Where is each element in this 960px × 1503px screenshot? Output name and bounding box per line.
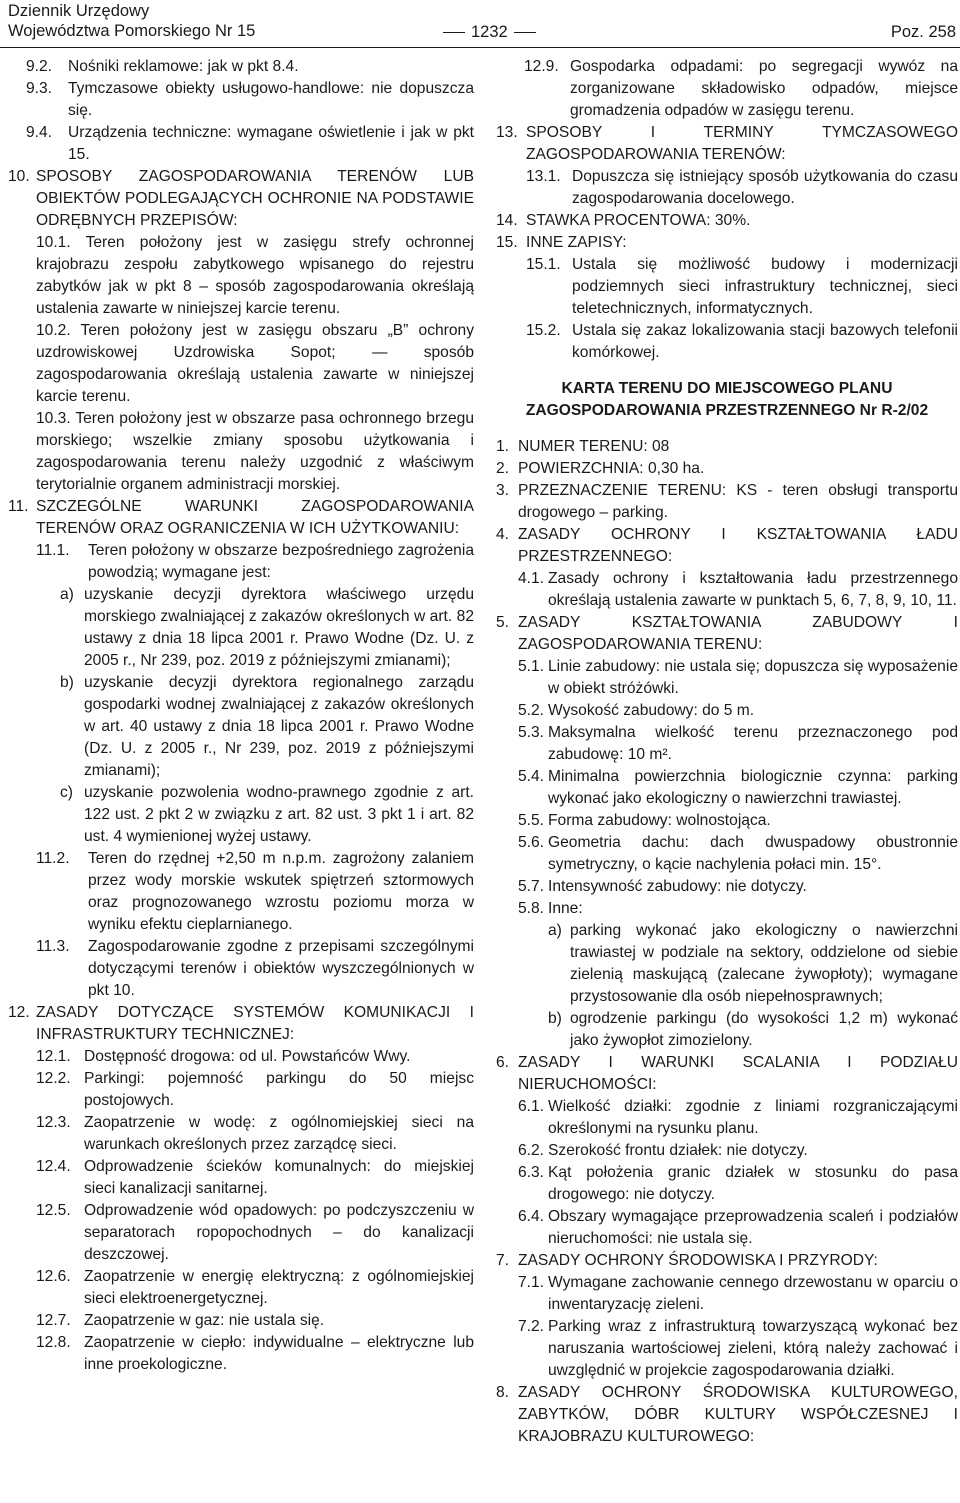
item-number: 4. xyxy=(496,526,510,543)
item-text: SPOSOBY ZAGOSPODAROWANIA TERENÓW LUB OBIEKTÓW PODLEGAJĄCYCH OCHRONIE NA PODSTAWIE ODRĘBNYCH PRZEPISÓW: xyxy=(36,168,474,229)
item-number: 9.4. xyxy=(26,124,53,141)
item-text: Teren położony w obszarze bezpośredniego zagrożenia powodzią; wymagane jest: xyxy=(88,542,474,581)
item-text: Dostępność drogowa: od ul. Powstańców Wwy. xyxy=(84,1048,411,1065)
item-text: Inne: xyxy=(548,900,583,917)
item-text: Parkingi: pojemność parkingu do 50 miejsc postojowych. xyxy=(84,1070,474,1109)
paragraph xyxy=(496,232,958,254)
publisher-line-1: Dziennik Urzędowy xyxy=(8,2,150,20)
item-number: 10.2. xyxy=(36,322,71,339)
spacer xyxy=(496,422,958,436)
item-number: 8. xyxy=(496,1384,510,1401)
page-header-publisher xyxy=(8,1,255,41)
paragraph xyxy=(496,458,958,480)
paragraph xyxy=(36,848,474,936)
item-text: ZASADY OCHRONY ŚRODOWISKA I PRZYRODY: xyxy=(518,1252,878,1269)
item-text: Obszary wymagające przeprowadzenia scaleń i podziałów nieruchomości: nie ustala się. xyxy=(548,1208,958,1247)
item-number: a) xyxy=(60,586,74,603)
paragraph xyxy=(60,672,474,782)
item-number: 10. xyxy=(8,168,30,185)
card-title: KARTA TERENU DO MIEJSCOWEGO PLANU ZAGOSPODAROWANIA PRZESTRZENNEGO Nr R-2/02 xyxy=(525,380,929,419)
item-number: 10.3. xyxy=(36,410,71,427)
item-number: 12. xyxy=(8,1004,30,1021)
paragraph xyxy=(524,56,958,122)
item-text: parking wykonać jako ekologiczny o nawierzchni trawiastej w podziale na sektory, oddzielone od siebie zielenią maskującą (zalecane żywopłoty); wymagane przystosowanie dla osób niepełnosprawnych; xyxy=(570,922,958,1005)
paragraph xyxy=(496,524,958,568)
item-text: SZCZEGÓLNE WARUNKI ZAGOSPODAROWANIA TERENÓW ORAZ OGRANICZENIA W ICH UŻYTKOWANIU: xyxy=(36,498,474,537)
left-column xyxy=(8,56,474,1376)
paragraph xyxy=(36,1112,474,1156)
item-text: Zaopatrzenie w wodę: z ogólnomiejskiej sieci na warunkach określonych przez zarządcę sieci. xyxy=(84,1114,474,1153)
item-text: Zaopatrzenie w ciepło: indywidualne – elektryczne lub inne proekologiczne. xyxy=(84,1334,474,1373)
item-number: 11.2. xyxy=(36,850,70,867)
paragraph xyxy=(518,1272,958,1316)
item-text: PRZEZNACZENIE TERENU: KS - teren obsługi transportu drogowego – parking. xyxy=(518,482,958,521)
item-number: 12.3. xyxy=(36,1114,71,1131)
item-text: STAWKA PROCENTOWA: 30%. xyxy=(526,212,751,229)
paragraph xyxy=(36,1046,474,1068)
item-number: 12.5. xyxy=(36,1202,71,1219)
item-text: ZASADY OCHRONY I KSZTAŁTOWANIA ŁADU PRZESTRZENNEGO: xyxy=(518,526,958,565)
paragraph xyxy=(518,1140,958,1162)
item-text: Parking wraz z infrastrukturą towarzyszącą wykonać bez naruszania wartościowej zieleni, którą należy zachować i uwzględnić w projekcie zagospodarowania działki. xyxy=(548,1318,958,1379)
paragraph xyxy=(36,1266,474,1310)
paragraph xyxy=(8,496,474,540)
item-number: 12.7. xyxy=(36,1312,71,1329)
item-text: Intensywność zabudowy: nie dotyczy. xyxy=(548,878,807,895)
paragraph xyxy=(60,584,474,672)
paragraph xyxy=(60,782,474,848)
paragraph xyxy=(518,832,958,876)
paragraph xyxy=(518,766,958,810)
item-number: 5.6. xyxy=(518,834,545,851)
item-text: Ustala się możliwość budowy i modernizacji podziemnych sieci infrastruktury technicznej, sieci teletechnicznych, informatycznych. xyxy=(572,256,958,317)
item-text: Teren położony jest w zasięgu obszaru „B” ochrony uzdrowiskowej Uzdrowiska Sopot; — sposób zagospodarowania określają ustalenia zawarte w niniejszej karcie terenu. xyxy=(36,322,474,405)
paragraph xyxy=(518,1096,958,1140)
paragraph xyxy=(8,1002,474,1046)
item-text: Maksymalna wielkość terenu przeznaczonego pod zabudowę: 10 m². xyxy=(548,724,958,763)
item-number: 15. xyxy=(496,234,518,251)
item-number: 11. xyxy=(8,498,29,515)
item-text: Tymczasowe obiekty usługowo-handlowe: nie dopuszcza się. xyxy=(68,80,474,119)
paragraph xyxy=(496,612,958,656)
item-number: 12.9. xyxy=(524,58,559,75)
item-number: 15.2. xyxy=(526,322,561,339)
item-number: 7.1. xyxy=(518,1274,545,1291)
paragraph xyxy=(526,166,958,210)
item-number: 12.2. xyxy=(36,1070,71,1087)
item-number: 13.1. xyxy=(526,168,561,185)
item-number: 6.4. xyxy=(518,1208,545,1225)
paragraph xyxy=(518,700,958,722)
item-number: 13. xyxy=(496,124,518,141)
position-label: Poz. 258 xyxy=(890,23,956,41)
paragraph xyxy=(496,210,958,232)
item-text: Wielkość działki: zgodnie z liniami rozgraniczającymi określonymi na rysunku planu. xyxy=(548,1098,958,1137)
item-number: 3. xyxy=(496,482,510,499)
paragraph xyxy=(36,936,474,1002)
page-number xyxy=(437,22,542,42)
item-number: 5.8. xyxy=(518,900,545,917)
item-number: 5.5. xyxy=(518,812,545,829)
item-number: 7. xyxy=(496,1252,510,1269)
paragraph xyxy=(526,320,958,364)
spacer xyxy=(496,364,958,378)
paragraph xyxy=(496,1250,958,1272)
item-text: Linie zabudowy: nie ustala się; dopuszcza się wyposażenie w obiekt stróżówki. xyxy=(548,658,958,697)
item-text: Urządzenia techniczne: wymagane oświetlenie i jak w pkt 15. xyxy=(68,124,474,163)
page-number-text: 1232 xyxy=(471,23,508,41)
paragraph xyxy=(496,122,958,166)
paragraph xyxy=(26,78,474,122)
paragraph xyxy=(518,1206,958,1250)
paragraph xyxy=(518,568,958,612)
paragraph xyxy=(518,656,958,700)
item-text: Szerokość frontu działek: nie dotyczy. xyxy=(548,1142,808,1159)
item-number: 5.7. xyxy=(518,878,545,895)
dash-left xyxy=(443,32,465,33)
item-number: 14. xyxy=(496,212,518,229)
paragraph xyxy=(496,480,958,524)
item-number: 11.3. xyxy=(36,938,70,955)
item-number: 6.2. xyxy=(518,1142,545,1159)
right-column-bottom xyxy=(496,436,958,1448)
item-number: 6.1. xyxy=(518,1098,545,1115)
paragraph xyxy=(36,540,474,584)
item-text: ZASADY KSZTAŁTOWANIA ZABUDOWY I ZAGOSPODAROWANIA TERENU: xyxy=(518,614,958,653)
item-number: 6. xyxy=(496,1054,510,1071)
item-text: Teren położony jest w zasięgu strefy ochronnej krajobrazu zespołu zabytkowego wpisanego do rejestru zabytków jak w pkt 8 – sposób zagospodarowania określają ustalenia zawarte w niniejszej karcie terenu. xyxy=(36,234,474,317)
paragraph xyxy=(548,1008,958,1052)
item-text: ZASADY I WARUNKI SCALANIA I PODZIAŁU NIERUCHOMOŚCI: xyxy=(518,1054,958,1093)
paragraph xyxy=(518,1162,958,1206)
paragraph xyxy=(36,408,474,496)
dash-right xyxy=(514,32,536,33)
item-text: Zaopatrzenie w gaz: nie ustala się. xyxy=(84,1312,325,1329)
paragraph xyxy=(518,898,958,920)
paragraph xyxy=(36,232,474,320)
item-number: 5.3. xyxy=(518,724,545,741)
item-number: 5.1. xyxy=(518,658,545,675)
paragraph xyxy=(26,56,474,78)
item-number: 12.1. xyxy=(36,1048,71,1065)
item-text: INNE ZAPISY: xyxy=(526,234,627,251)
paragraph xyxy=(36,320,474,408)
paragraph xyxy=(36,1332,474,1376)
paragraph xyxy=(36,1156,474,1200)
item-text: Minimalna powierzchnia biologicznie czynna: parking wykonać jako ekologiczny o nawierzchni trawiastej. xyxy=(548,768,958,807)
item-text: Teren położony jest w obszarze pasa ochronnego brzegu morskiego; wszelkie zmiany sposobu użytkowania i zagospodarowania terenu należy uzgodnić z właściwym terytorialnie organem administracji morskiej. xyxy=(36,410,474,493)
paragraph xyxy=(518,722,958,766)
item-number: a) xyxy=(548,922,562,939)
item-text: ogrodzenie parkingu (do wysokości 1,2 m) wykonać jako żywopłot zimozielony. xyxy=(570,1010,958,1049)
item-text: Teren do rzędnej +2,50 m n.p.m. zagrożony zalaniem przez wody morskie wskutek spiętrzeń sztormowych oraz prognozowanego wzrostu poziomu morza w wyniku efektu cieplarnianego. xyxy=(88,850,474,933)
header-rule xyxy=(0,47,960,48)
item-number: 12.4. xyxy=(36,1158,71,1175)
item-text: uzyskanie decyzji dyrektora właściwego urzędu morskiego zwalniającej z zakazów określonych w art. 82 ustawy z dnia 18 lipca 2001 r. Prawo Wodne (Dz. U. z 2005 r., Nr 239, poz. 2019 z późniejszymi zmianami); xyxy=(84,586,474,669)
item-text: NUMER TERENU: 08 xyxy=(518,438,670,455)
item-number: 5.4. xyxy=(518,768,545,785)
paragraph xyxy=(518,1316,958,1382)
paragraph xyxy=(36,1310,474,1332)
item-number: 7.2. xyxy=(518,1318,545,1335)
item-text: Geometria dachu: dach dwuspadowy obustronnie symetryczny, o kącie nachylenia połaci min. 15°. xyxy=(548,834,958,873)
item-number: 4.1. xyxy=(518,570,545,587)
item-number: b) xyxy=(60,674,74,691)
item-text: Kąt położenia granic działek w stosunku do pasa drogowego: nie dotyczy. xyxy=(548,1164,958,1203)
paragraph xyxy=(518,810,958,832)
item-text: Forma zabudowy: wolnostojąca. xyxy=(548,812,771,829)
item-text: Odprowadzenie ścieków komunalnych: do miejskiej sieci kanalizacji sanitarnej. xyxy=(84,1158,474,1197)
item-text: ZASADY OCHRONY ŚRODOWISKA KULTUROWEGO, ZABYTKÓW, DÓBR KULTURY WSPÓŁCZESNEJ I KRAJOBRAZU KULTUROWEGO: xyxy=(518,1384,958,1445)
item-text: POWIERZCHNIA: 0,30 ha. xyxy=(518,460,705,477)
item-number: 9.3. xyxy=(26,80,53,97)
item-text: uzyskanie pozwolenia wodno-prawnego zgodnie z art. 122 ust. 2 pkt 2 w związku z art. 82 ust. 3 pkt 1 i art. 82 ust. 4 wymienionej wyżej ustawy. xyxy=(84,784,474,845)
right-column-top xyxy=(496,56,958,364)
item-text: Gospodarka odpadami: po segregacji wywóz na zorganizowane składowisko odpadów, miejsce gromadzenia odpadów w zasięgu terenu. xyxy=(570,58,958,119)
item-number: 2. xyxy=(496,460,510,477)
paragraph xyxy=(526,254,958,320)
item-text: Zagospodarowanie zgodne z przepisami szczególnymi dotyczącymi terenów i obiektów wyszczególnionych w pkt 10. xyxy=(88,938,474,999)
paragraph xyxy=(36,1068,474,1112)
item-number: 6.3. xyxy=(518,1164,545,1181)
paragraph xyxy=(26,122,474,166)
item-number: 10.1. xyxy=(36,234,71,251)
publisher-line-2: Województwa Pomorskiego Nr 15 xyxy=(8,22,256,40)
paragraph xyxy=(496,1052,958,1096)
item-number: 5. xyxy=(496,614,510,631)
item-number: c) xyxy=(60,784,73,801)
item-number: 1. xyxy=(496,438,510,455)
item-text: SPOSOBY I TERMINY TYMCZASOWEGO ZAGOSPODAROWANIA TERENÓW: xyxy=(526,124,958,163)
item-number: 9.2. xyxy=(26,58,53,75)
paragraph xyxy=(548,920,958,1008)
item-text: Ustala się zakaz lokalizowania stacji bazowych telefonii komórkowej. xyxy=(572,322,958,361)
paragraph xyxy=(8,166,474,232)
item-number: b) xyxy=(548,1010,562,1027)
item-text: Zaopatrzenie w energię elektryczną: z ogólnomiejskiej sieci elektroenergetycznej. xyxy=(84,1268,474,1307)
item-text: Wysokość zabudowy: do 5 m. xyxy=(548,702,755,719)
item-text: uzyskanie decyzji dyrektora regionalnego zarządu gospodarki wodnej zwalniającej z zakazów określonych w art. 40 ustawy z dnia 18 lipca 2001 r. Prawo Wodne (Dz. U. z 2005 r., Nr 239, poz. 2019 z późniejszymi zmianami); xyxy=(84,674,474,779)
paragraph xyxy=(496,436,958,458)
paragraph xyxy=(496,1382,958,1448)
item-number: 15.1. xyxy=(526,256,561,273)
item-number: 5.2. xyxy=(518,702,545,719)
paragraph xyxy=(518,876,958,898)
item-text: Dopuszcza się istniejący sposób użytkowania do czasu zagospodarowania docelowego. xyxy=(572,168,958,207)
item-number: 11.1. xyxy=(36,542,70,559)
item-number: 12.6. xyxy=(36,1268,71,1285)
item-text: ZASADY DOTYCZĄCE SYSTEMÓW KOMUNIKACJI I INFRASTRUKTURY TECHNICZNEJ: xyxy=(36,1004,474,1043)
item-text: Nośniki reklamowe: jak w pkt 8.4. xyxy=(68,58,299,75)
item-text: Wymagane zachowanie cennego drzewostanu w oparciu o inwentaryzację zieleni. xyxy=(548,1274,958,1313)
item-number: 12.8. xyxy=(36,1334,71,1351)
right-column xyxy=(496,56,958,1448)
item-text: Odprowadzenie wód opadowych: po podczyszczeniu w separatorach ropopochodnych – do kanalizacji deszczowej. xyxy=(84,1202,474,1263)
item-text: Zasady ochrony i kształtowania ładu przestrzennego określają ustalenia zawarte w punktach 5, 6, 7, 8, 9, 10, 11. xyxy=(548,570,958,609)
paragraph xyxy=(36,1200,474,1266)
